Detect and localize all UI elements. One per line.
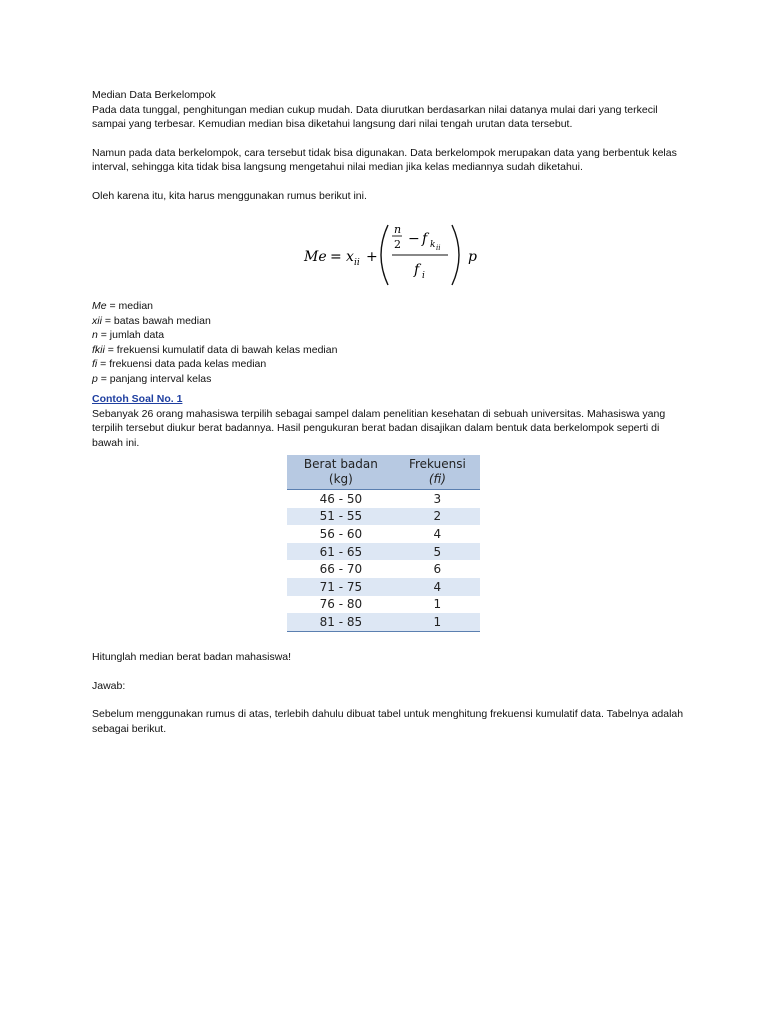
formula-fi: f — [414, 262, 420, 278]
question-text: Hitunglah median berat badan mahasiswa! — [92, 651, 292, 663]
formula-x: x — [346, 249, 354, 265]
definition-item: p = panjang interval kelas — [92, 372, 212, 385]
definition-item: n = jumlah data — [92, 329, 165, 341]
definition-item: fkii = frekuensi kumulatif data di bawah kelas median — [92, 343, 338, 356]
paragraph-grouped-data: Namun pada data berkelompok, cara tersebut tidak bisa digunakan. Data berkelompok merupakan data yang berbentuk kelas interval, sehingga kita tidak bisa langsung mengetahui nilai median jika kelas mediannya sudah diketahui. — [92, 146, 677, 173]
table-row: 56 - 60 4 — [319, 526, 442, 541]
formula-p: p — [468, 249, 477, 265]
formula-x-sub: ii — [354, 258, 360, 268]
answer-text: Sebelum menggunakan rumus di atas, terlebih dahulu dibuat tabel untuk menghitung frekuensi kumulatif data. Tabelnya adalah sebagai berikut. — [92, 708, 684, 735]
table-row: 71 - 75 4 — [287, 578, 480, 596]
document-body — [92, 88, 692, 450]
example-link[interactable]: Contoh Soal No. 1 — [92, 393, 183, 405]
weight-frequency-table — [287, 455, 480, 632]
formula-fi-sub: i — [422, 271, 425, 281]
answer-label: Jawab: — [92, 679, 126, 692]
formula-minus: − — [408, 231, 420, 247]
paragraph-intro: Pada data tunggal, penghitungan median cukup mudah. Data diurutkan berdasarkan nilai datanya mulai dari yang terkecil sampai yang terbesar. Kemudian median bisa diketahui langsung dari nilai tengah urutan data tersebut. — [92, 103, 658, 130]
formula-n: n — [394, 223, 402, 236]
table-row: 46 - 50 3 — [319, 491, 442, 506]
formula-two: 2 — [394, 238, 401, 251]
table-row: 51 - 55 2 — [287, 508, 480, 526]
table-row: 61 - 65 5 — [287, 543, 480, 561]
table-row: 76 - 80 1 — [319, 597, 442, 612]
median-formula — [302, 219, 692, 291]
definitions-list — [92, 299, 692, 386]
table-row: 81 - 85 1 — [287, 613, 480, 631]
right-paren — [452, 225, 459, 285]
left-paren — [381, 225, 388, 285]
table-header-row — [287, 455, 480, 490]
page-title: Median Data Berkelompok — [92, 89, 216, 101]
answer-section — [92, 650, 692, 736]
header-weight: Berat badan (kg) — [287, 455, 395, 490]
example-text: Sebanyak 26 orang mahasiswa terpilih sebagai sampel dalam penelitian kesehatan di sebuah universitas. Mahasiswa yang terpilih tersebut diukur berat badannya. Hasil pengukuran berat badan disajikan dalam bentuk data berkelompok seperti di bawah ini. — [92, 407, 666, 449]
definition-item: Me = median — [92, 300, 153, 312]
formula-lhs: Me — [304, 249, 327, 265]
formula-equals: = — [330, 249, 342, 265]
header-frequency: Frekuensi (fi) — [395, 455, 480, 490]
formula-fk: f — [422, 231, 428, 247]
definition-item: fi = frekuensi data pada kelas median — [92, 358, 267, 370]
paragraph-formula-intro: Oleh karena itu, kita harus menggunakan rumus berikut ini. — [92, 189, 367, 202]
formula-fk-sub: k — [430, 240, 436, 250]
formula-fk-subsub: ii — [436, 244, 441, 252]
definition-item: xii = batas bawah median — [92, 314, 211, 327]
formula-plus: + — [366, 249, 378, 265]
table-row: 66 - 70 6 — [319, 562, 442, 577]
